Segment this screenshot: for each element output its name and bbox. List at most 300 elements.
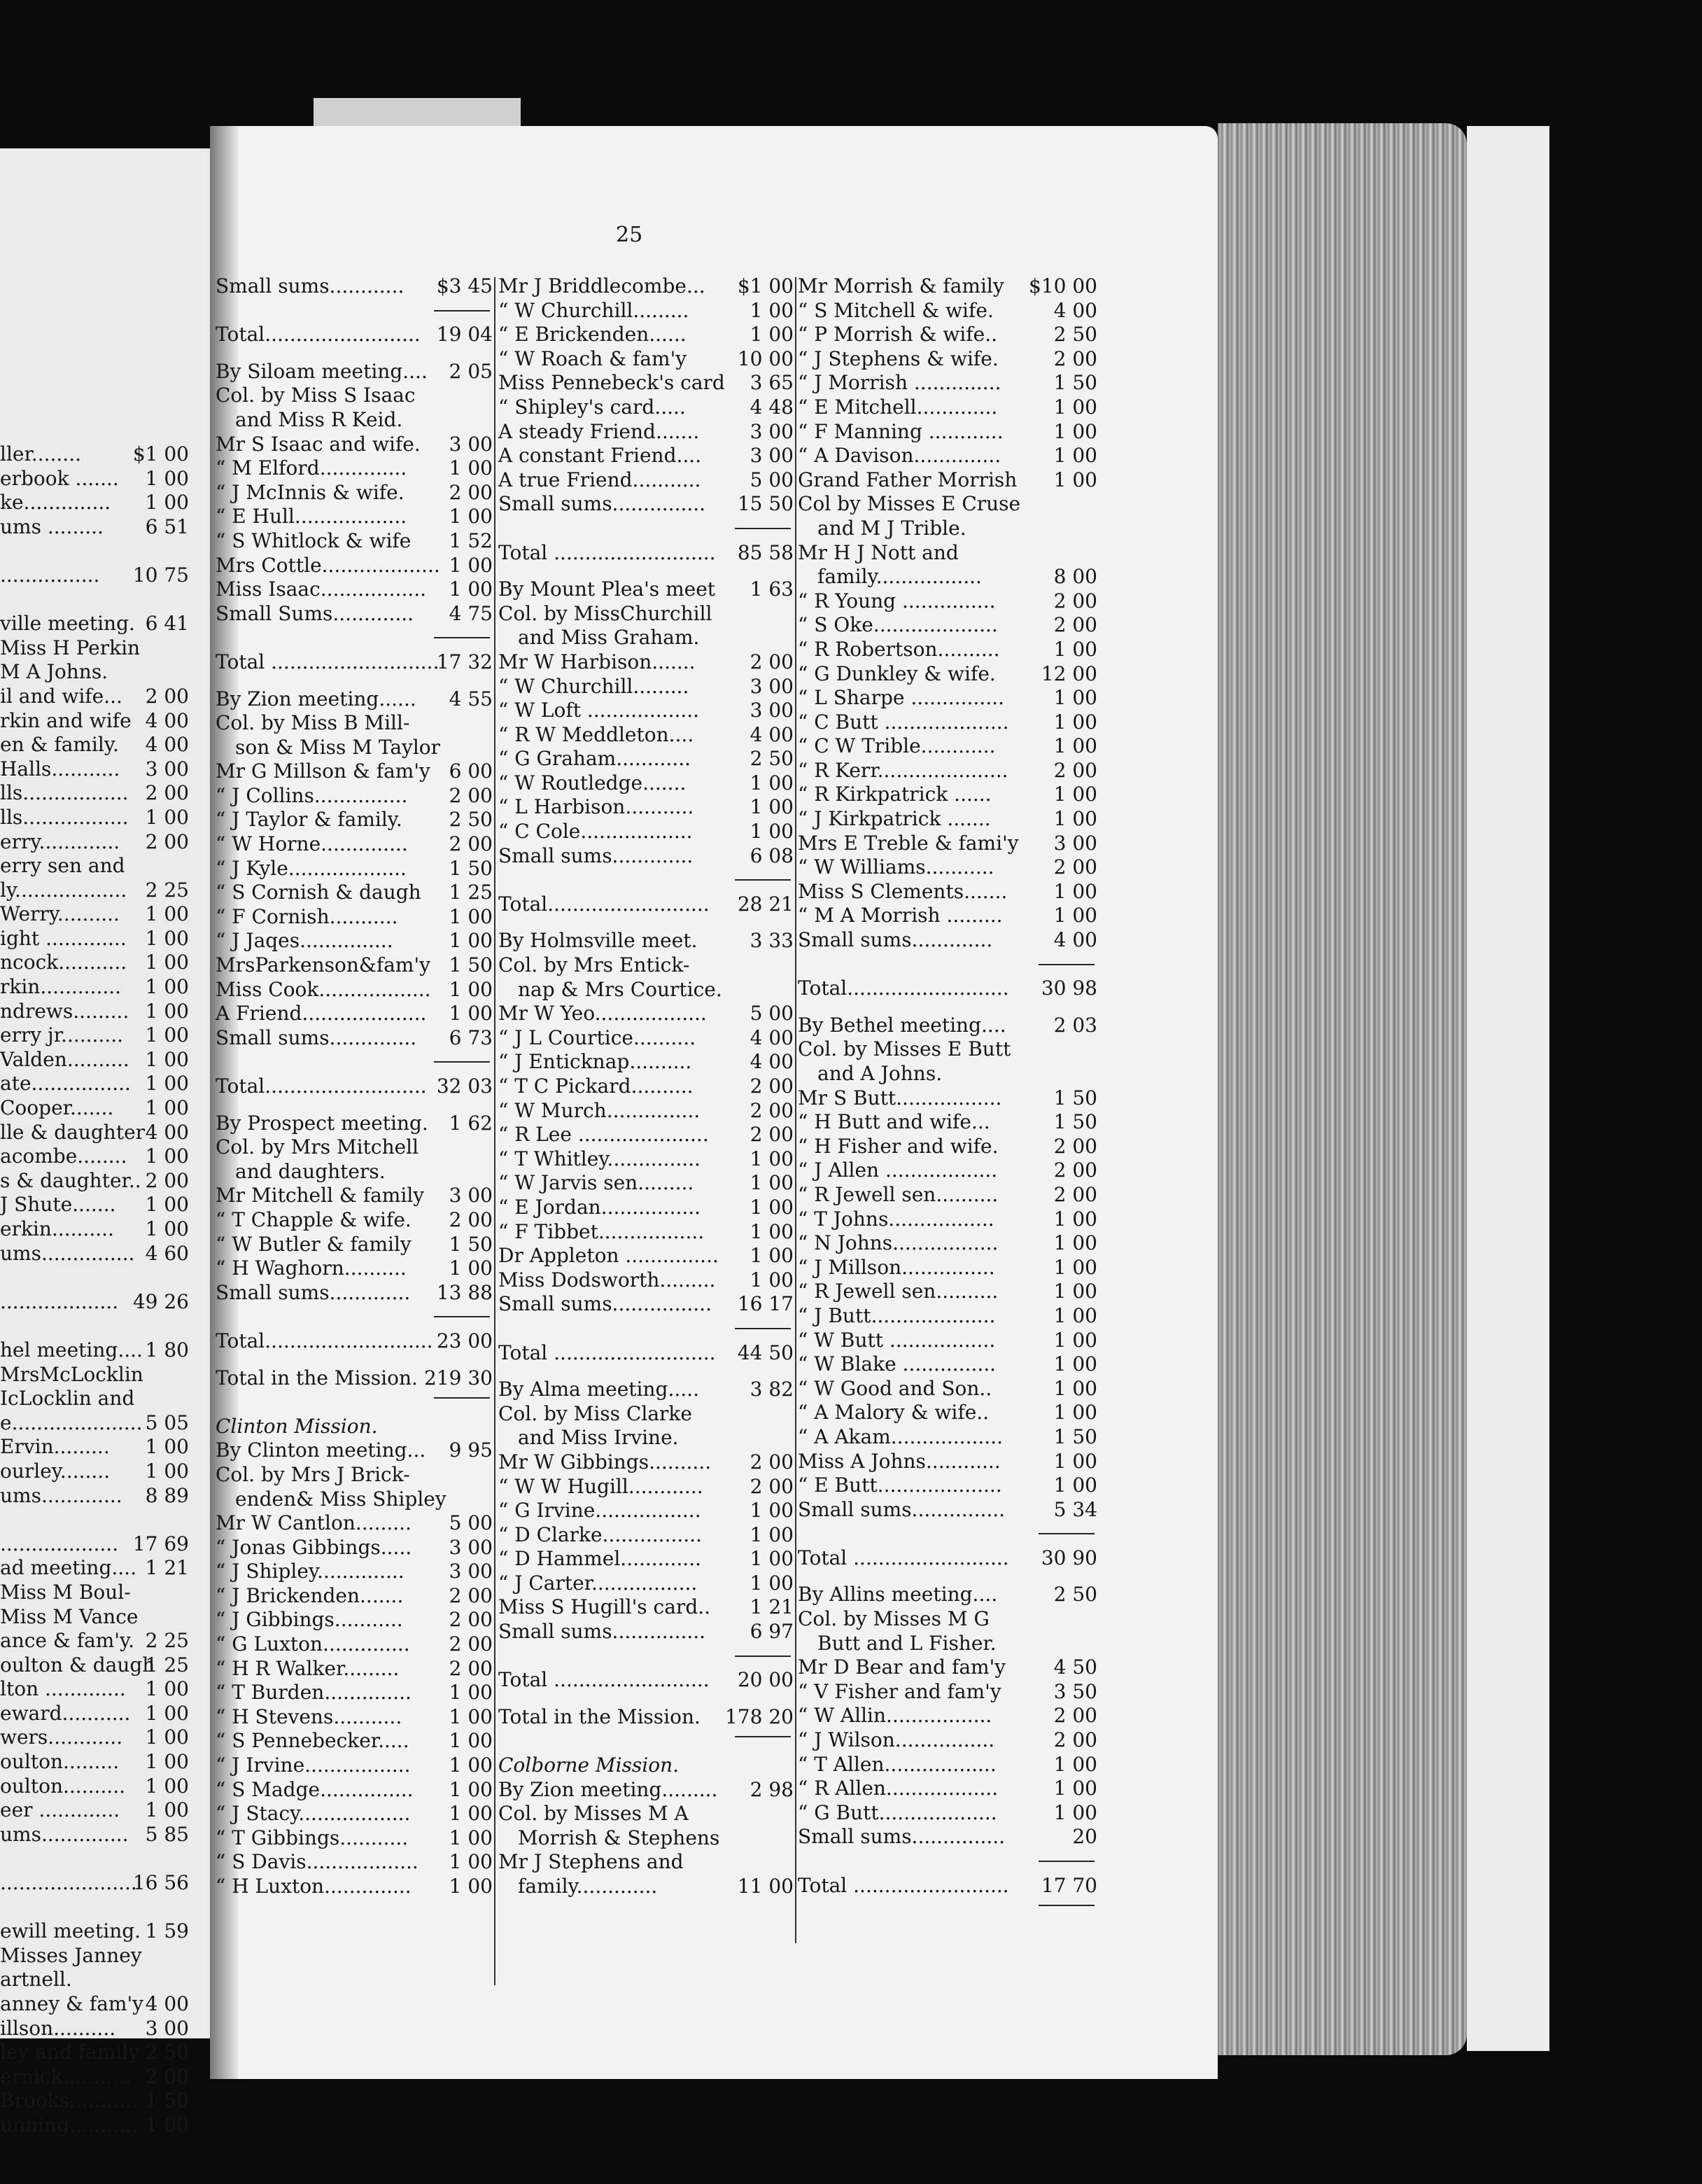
- ledger-row: [798, 1304, 1097, 1329]
- entry-name: By Allins meeting....: [798, 1583, 998, 1606]
- entry-name: Butt and L Fisher.: [817, 1631, 997, 1655]
- ledger-row: [0, 1823, 189, 1847]
- total-rule: [434, 1316, 490, 1317]
- entry-amount: 2 00: [449, 1583, 493, 1607]
- ledger-row: [0, 1266, 189, 1290]
- entry-name: ewill meeting.: [0, 1919, 141, 1943]
- entry-name: “ S Pennebecker.....: [216, 1729, 409, 1753]
- entry-name: Mr G Millson & fam'y: [216, 760, 430, 783]
- ledger-row: [498, 929, 794, 953]
- entry-amount: 2 00: [1053, 1134, 1097, 1158]
- entry-amount: 1 50: [145, 2089, 189, 2113]
- entry-name: ad meeting....: [0, 1556, 136, 1580]
- entry-name: “ J Millson...............: [798, 1255, 995, 1279]
- ledger-row: [0, 1023, 189, 1048]
- ledger-row: [216, 1305, 493, 1329]
- entry-name: “ S Cornish & daugh: [216, 881, 421, 904]
- ledger-row: [798, 1704, 1097, 1728]
- entry-name: ncock...........: [0, 951, 127, 974]
- entry-amount: 1 00: [145, 1726, 189, 1749]
- ledger-row: [498, 1171, 794, 1196]
- entry-name: Total .........................: [498, 1668, 710, 1692]
- entry-name: Total...........................: [216, 1329, 433, 1352]
- entry-name: Small sums...............: [798, 1825, 1006, 1849]
- entry-name: “ G Luxton..............: [216, 1632, 410, 1656]
- entry-name: ums.............: [0, 1483, 122, 1507]
- entry-name: “ E Mitchell.............: [798, 395, 998, 419]
- entry-name: enden& Miss Shipley: [235, 1487, 446, 1511]
- entry-name: Werry..........: [0, 902, 120, 926]
- entry-name: oulton.........: [0, 1750, 120, 1774]
- entry-amount: 13 88: [436, 1280, 493, 1304]
- entry-amount: 1 00: [449, 1704, 493, 1728]
- entry-name: “ W W Hugill............: [498, 1474, 703, 1498]
- entry-amount: 1 00: [750, 1147, 794, 1170]
- entry-name: Small sums..............: [216, 1026, 417, 1049]
- entry-name: A constant Friend....: [498, 444, 702, 468]
- entry-amount: 1 50: [1053, 371, 1097, 395]
- total-rule: [1039, 1905, 1095, 1906]
- entry-amount: 1 00: [145, 1774, 189, 1798]
- entry-name: “ T Chapple & wife.: [216, 1208, 412, 1231]
- total-rule: [434, 310, 490, 312]
- entry-amount: 1 00: [750, 298, 794, 322]
- ledger-row: [0, 733, 189, 757]
- ledger-row: [216, 1850, 493, 1875]
- entry-name: Cooper.......: [0, 1096, 114, 1120]
- entry-amount: 1 00: [1053, 1207, 1097, 1231]
- entry-name: Morrish & Stephens: [518, 1826, 720, 1849]
- entry-amount: 2 00: [449, 832, 493, 856]
- ledger-row: [216, 675, 493, 687]
- entry-amount: 3 33: [750, 929, 794, 953]
- ledger-row: [216, 1560, 493, 1584]
- entry-name: “ F Cornish...........: [216, 904, 398, 928]
- ledger-row: [216, 978, 493, 1002]
- ledger-row: [798, 444, 1097, 468]
- ledger-row: [498, 1826, 794, 1851]
- entry-name: “ J Kirkpatrick .......: [798, 807, 991, 831]
- entry-amount: 12 00: [1041, 662, 1097, 685]
- ledger-row: [498, 1220, 794, 1245]
- entry-amount: 2 00: [449, 1608, 493, 1632]
- ledger-row: [798, 638, 1097, 662]
- entry-name: “ J Morrish ..............: [798, 371, 1001, 395]
- ledger-row: [798, 396, 1097, 420]
- entry-amount: 6 51: [145, 514, 189, 538]
- entry-amount: 1 00: [145, 1435, 189, 1459]
- entry-amount: 4 50: [1053, 1656, 1097, 1679]
- entry-name: “ W Roach & fam'y: [498, 346, 687, 370]
- ledger-row: [216, 1826, 493, 1851]
- entry-name: Miss A Johns............: [798, 1449, 1001, 1473]
- entry-amount: 2 03: [1053, 1013, 1097, 1037]
- ledger-row: [498, 916, 794, 929]
- ledger-row: [0, 1193, 189, 1217]
- entry-amount: $3 45: [436, 274, 493, 298]
- entry-amount: 1 00: [1053, 1474, 1097, 1497]
- entry-amount: 1 80: [145, 1338, 189, 1362]
- left-page: [0, 148, 231, 2136]
- ledger-row: [498, 274, 794, 299]
- ledger-row: [216, 1256, 493, 1281]
- entry-name: Colborne Mission.: [498, 1754, 680, 1777]
- entry-amount: 1 59: [145, 1919, 189, 1943]
- ledger-row: [216, 1536, 493, 1560]
- entry-name: Col. by Miss Clarke: [498, 1401, 692, 1425]
- ledger-row: [216, 1329, 493, 1354]
- ledger-row: [216, 433, 493, 457]
- entry-name: “ J Kyle...................: [216, 856, 407, 880]
- ledger-row: [798, 347, 1097, 372]
- total-rule: [434, 1061, 490, 1063]
- entry-amount: 2 00: [449, 1632, 493, 1656]
- entry-name: “ Shipley's card.....: [498, 395, 686, 419]
- ledger-row: [0, 636, 189, 661]
- entry-name: and Miss R Keid.: [235, 407, 403, 431]
- ledger-row: [0, 2113, 189, 2138]
- ledger-row: [216, 857, 493, 881]
- ledger-row: [798, 734, 1097, 759]
- entry-name: Mr Morrish & family: [798, 274, 1004, 298]
- entry-amount: 1 50: [1053, 1424, 1097, 1448]
- entry-name: “ J Brickenden.......: [216, 1583, 404, 1607]
- entry-name: Halls...........: [0, 757, 120, 780]
- entry-name: “ J Stephens & wife.: [798, 346, 999, 370]
- ledger-row: [0, 1460, 189, 1484]
- entry-name: nap & Mrs Courtice.: [518, 977, 722, 1001]
- ledger-row: [216, 1754, 493, 1778]
- entry-name: By Alma meeting.....: [498, 1378, 699, 1401]
- entry-amount: 6 41: [145, 612, 189, 636]
- ledger-row: [798, 1656, 1097, 1680]
- ledger-row: [0, 1290, 189, 1315]
- entry-amount: 8 00: [1053, 565, 1097, 589]
- entry-name: “ H Luxton..............: [216, 1875, 412, 1898]
- entry-amount: 2 00: [1053, 589, 1097, 612]
- entry-amount: 178 20: [725, 1704, 794, 1728]
- column-divider-1: [494, 277, 495, 1985]
- entry-amount: 2 00: [1053, 1728, 1097, 1752]
- entry-amount: 1 00: [750, 1571, 794, 1595]
- entry-name: ly..................: [0, 878, 127, 902]
- entry-amount: 1 00: [1053, 710, 1097, 734]
- entry-name: rkin and wife: [0, 708, 132, 732]
- entry-amount: 3 00: [449, 1535, 493, 1559]
- ledger-row: [498, 675, 794, 699]
- entry-name: Col. by Miss B Mill-: [216, 711, 410, 735]
- entry-name: Mr Mitchell & family: [216, 1184, 425, 1208]
- entry-name: and A Johns.: [817, 1062, 943, 1085]
- ledger-row: [0, 467, 189, 491]
- ledger-row: [0, 2017, 189, 2041]
- entry-name: “ J Allen ..................: [798, 1158, 998, 1182]
- entry-name: “ E Butt....................: [798, 1474, 1002, 1497]
- ledger-row: [798, 323, 1097, 347]
- ledger-row: [0, 1242, 189, 1266]
- ledger-row: [0, 878, 189, 903]
- ledger-row: [216, 408, 493, 433]
- entry-amount: 2 50: [1053, 1583, 1097, 1606]
- ledger-row: [498, 1450, 794, 1475]
- ledger-row: [798, 832, 1097, 856]
- ledger-row: [0, 612, 189, 636]
- ledger-row: [0, 709, 189, 734]
- entry-name: “ S Oke....................: [798, 613, 998, 637]
- entry-amount: 1 00: [449, 1875, 493, 1898]
- ledger-row: [798, 1898, 1097, 1922]
- ledger-row: [0, 1000, 189, 1024]
- entry-amount: 2 00: [750, 1098, 794, 1122]
- ledger-row: [498, 371, 794, 396]
- ledger-row: [0, 1338, 189, 1363]
- ledger-row: [798, 807, 1097, 832]
- entry-amount: 3 65: [750, 371, 794, 395]
- entry-amount: 1 50: [449, 1232, 493, 1256]
- entry-amount: 2 50: [145, 2040, 189, 2064]
- ledger-row: [498, 1875, 794, 1899]
- total-rule: [1039, 964, 1095, 965]
- entry-name: “ W Loft ..................: [498, 699, 700, 722]
- entry-name: “ E Brickenden......: [498, 323, 687, 346]
- entry-amount: 2 25: [145, 1629, 189, 1653]
- entry-amount: 1 50: [1053, 1086, 1097, 1110]
- entry-amount: 1 00: [1053, 1255, 1097, 1279]
- entry-amount: 1 00: [750, 1268, 794, 1292]
- entry-amount: 1 00: [145, 1217, 189, 1240]
- entry-name: “ D Hammel.............: [498, 1547, 702, 1571]
- entry-amount: 1 21: [750, 1595, 794, 1619]
- entry-name: By Zion meeting......: [216, 687, 416, 710]
- entry-amount: 2 00: [750, 650, 794, 673]
- entry-amount: 1 00: [1053, 1752, 1097, 1776]
- ledger-row: [0, 1677, 189, 1702]
- entry-name: By Siloam meeting....: [216, 359, 428, 383]
- entry-amount: 4 60: [145, 1241, 189, 1265]
- entry-name: “ G Butt...................: [798, 1800, 997, 1824]
- entry-amount: 1 00: [145, 1144, 189, 1168]
- entry-name: “ S Madge...............: [216, 1777, 414, 1801]
- ledger-row: [216, 1390, 493, 1415]
- entry-name: “ W Horne..............: [216, 832, 408, 856]
- ledger-row: [216, 1584, 493, 1609]
- entry-amount: 1 00: [449, 1681, 493, 1704]
- ledger-row: [216, 1438, 493, 1463]
- entry-amount: $1 00: [737, 274, 794, 298]
- entry-amount: 2 50: [449, 808, 493, 832]
- ledger-row: [0, 1387, 189, 1411]
- ledger-row: [216, 1488, 493, 1512]
- ledger-row: [216, 711, 493, 736]
- total-rule: [735, 1328, 791, 1329]
- entry-name: Grand Father Morrish: [798, 468, 1018, 491]
- entry-amount: 2 50: [1053, 323, 1097, 346]
- entry-name: Miss Isaac.................: [216, 578, 427, 601]
- entry-name: Col. by Mrs Entick-: [498, 953, 690, 977]
- entry-amount: 10 75: [132, 563, 189, 587]
- entry-name: “ E Jordan................: [498, 1195, 701, 1219]
- entry-amount: 11 00: [737, 1875, 794, 1898]
- entry-name: Col. by Miss S Isaac: [216, 384, 416, 407]
- ledger-row: [216, 1026, 493, 1051]
- ledger-row: [498, 1620, 794, 1644]
- entry-amount: 1 00: [1053, 1800, 1097, 1824]
- entry-amount: 4 00: [750, 722, 794, 746]
- ledger-row: [498, 1572, 794, 1596]
- ledger-row: [216, 1160, 493, 1184]
- entry-name: “ V Fisher and fam'y: [798, 1679, 1001, 1703]
- ledger-row: [498, 820, 794, 844]
- entry-amount: 1 50: [449, 856, 493, 880]
- ledger-row: [498, 323, 794, 347]
- entry-amount: 1 00: [750, 323, 794, 346]
- entry-name: Mr H J Nott and: [798, 540, 959, 564]
- ledger-row: [498, 771, 794, 796]
- entry-name: erbook .......: [0, 466, 119, 490]
- entry-amount: 1 00: [145, 926, 189, 950]
- ledger-row: [216, 1233, 493, 1257]
- total-rule: [735, 879, 791, 881]
- entry-amount: 1 00: [145, 999, 189, 1023]
- ledger-row: [0, 854, 189, 878]
- entry-amount: 1 00: [145, 491, 189, 514]
- ledger-row: [498, 723, 794, 748]
- entry-name: erry.............: [0, 830, 120, 853]
- entry-amount: 1 00: [145, 951, 189, 974]
- entry-name: lls.................: [0, 805, 129, 829]
- entry-name: Valden..........: [0, 1047, 129, 1071]
- ledger-row: [498, 1378, 794, 1402]
- entry-amount: 5 05: [145, 1410, 189, 1434]
- ledger-row: [798, 1728, 1097, 1753]
- entry-amount: 2 00: [145, 781, 189, 805]
- ledger-row: [216, 578, 493, 602]
- ledger-row: [498, 978, 794, 1002]
- entry-name: Col. by Misses M A: [498, 1802, 689, 1826]
- entry-amount: 2 00: [1053, 1158, 1097, 1182]
- entry-amount: 1 00: [1053, 1352, 1097, 1376]
- entry-name: “ J Shipley..............: [216, 1560, 405, 1583]
- entry-name: oulton..........: [0, 1774, 125, 1798]
- ledger-row: [498, 578, 794, 602]
- entry-name: ...................: [0, 1289, 119, 1313]
- ledger-row: [216, 881, 493, 905]
- ledger-row: [0, 588, 189, 612]
- ledger-row: [0, 1435, 189, 1460]
- entry-name: Total ..........................: [498, 540, 716, 564]
- entry-amount: $10 00: [1029, 274, 1097, 298]
- ledger-row: [798, 1208, 1097, 1232]
- ledger-row: [0, 1484, 189, 1508]
- total-rule: [434, 637, 490, 638]
- ledger-row: [216, 529, 493, 554]
- ledger-row: [798, 1801, 1097, 1826]
- entry-amount: 1 00: [1053, 783, 1097, 806]
- entry-name: “ J Carter.................: [498, 1571, 698, 1595]
- entry-name: “ H Butt and wife...: [798, 1110, 990, 1134]
- ledger-row: [216, 1002, 493, 1026]
- entry-name: ville meeting.: [0, 612, 135, 636]
- ledger-row: [0, 491, 189, 515]
- ledger-row: [498, 1499, 794, 1523]
- ledger-row: [798, 783, 1097, 807]
- entry-name: Mr W Yeo..................: [498, 1002, 707, 1026]
- entry-amount: 1 00: [449, 929, 493, 953]
- ledger-row: [216, 1463, 493, 1488]
- ledger-row: [216, 1112, 493, 1136]
- ledger-row: [798, 1086, 1097, 1111]
- ledger-row: [798, 1280, 1097, 1304]
- page-number: 25: [616, 223, 643, 247]
- ledger-row: [798, 1062, 1097, 1086]
- ledger-row: [498, 1341, 794, 1366]
- entry-amount: 2 00: [145, 2064, 189, 2088]
- entry-amount: 1 00: [449, 977, 493, 1001]
- ledger-row: [498, 795, 794, 820]
- entry-amount: 1 00: [1053, 1231, 1097, 1255]
- ledger-row: [216, 554, 493, 578]
- ledger-row: [498, 468, 794, 493]
- ledger-row: [498, 1729, 794, 1754]
- page-edges: [1218, 123, 1467, 2055]
- entry-name: ate................: [0, 1072, 131, 1096]
- ledger-row: [798, 420, 1097, 444]
- entry-amount: 1 00: [449, 505, 493, 528]
- entry-name: Total in the Mission.: [498, 1704, 701, 1728]
- entry-amount: 1 00: [449, 1729, 493, 1753]
- ledger-row: [498, 1547, 794, 1572]
- ledger-row: [0, 1217, 189, 1242]
- ledger-row: [216, 360, 493, 384]
- ledger-row: [498, 1693, 794, 1705]
- entry-amount: 1 00: [145, 1798, 189, 1822]
- entry-name: anney & fam'y: [0, 1992, 143, 2015]
- entry-amount: 2 00: [145, 1168, 189, 1192]
- ledger-row: [498, 1595, 794, 1620]
- entry-name: “ R Allen..................: [798, 1777, 999, 1800]
- entry-name: Miss S Hugill's card..: [498, 1595, 711, 1619]
- entry-name: lle & daughter: [0, 1120, 146, 1144]
- entry-amount: 5 85: [145, 1822, 189, 1846]
- ledger-row: [798, 517, 1097, 541]
- ledger-row: [0, 1847, 189, 1871]
- ledger-row: [216, 274, 493, 299]
- entry-name: “ J L Courtice..........: [498, 1026, 696, 1049]
- entry-amount: 44 50: [737, 1340, 794, 1364]
- ledger-row: [216, 1099, 493, 1112]
- ledger-row: [498, 565, 794, 578]
- ledger-row: [0, 1144, 189, 1169]
- entry-name: hel meeting....: [0, 1338, 143, 1362]
- ledger-row: [798, 1570, 1097, 1583]
- entry-amount: 1 00: [449, 1850, 493, 1874]
- entry-amount: 1 00: [750, 771, 794, 794]
- ledger-row: [498, 1292, 794, 1317]
- entry-amount: 1 00: [145, 1701, 189, 1725]
- ledger-row: [216, 384, 493, 408]
- total-rule: [1039, 1861, 1095, 1862]
- ledger-row: [0, 927, 189, 951]
- entry-amount: 32 03: [436, 1074, 493, 1098]
- ledger-row: [216, 953, 493, 978]
- entry-name: “ W Routledge.......: [498, 771, 687, 794]
- ledger-row: [0, 781, 189, 806]
- entry-amount: 2 98: [750, 1777, 794, 1801]
- ledger-row: [0, 1169, 189, 1194]
- entry-name: acombe........: [0, 1144, 127, 1168]
- entry-name: “ L Harbison...........: [498, 795, 694, 819]
- ledger-row: [498, 1074, 794, 1099]
